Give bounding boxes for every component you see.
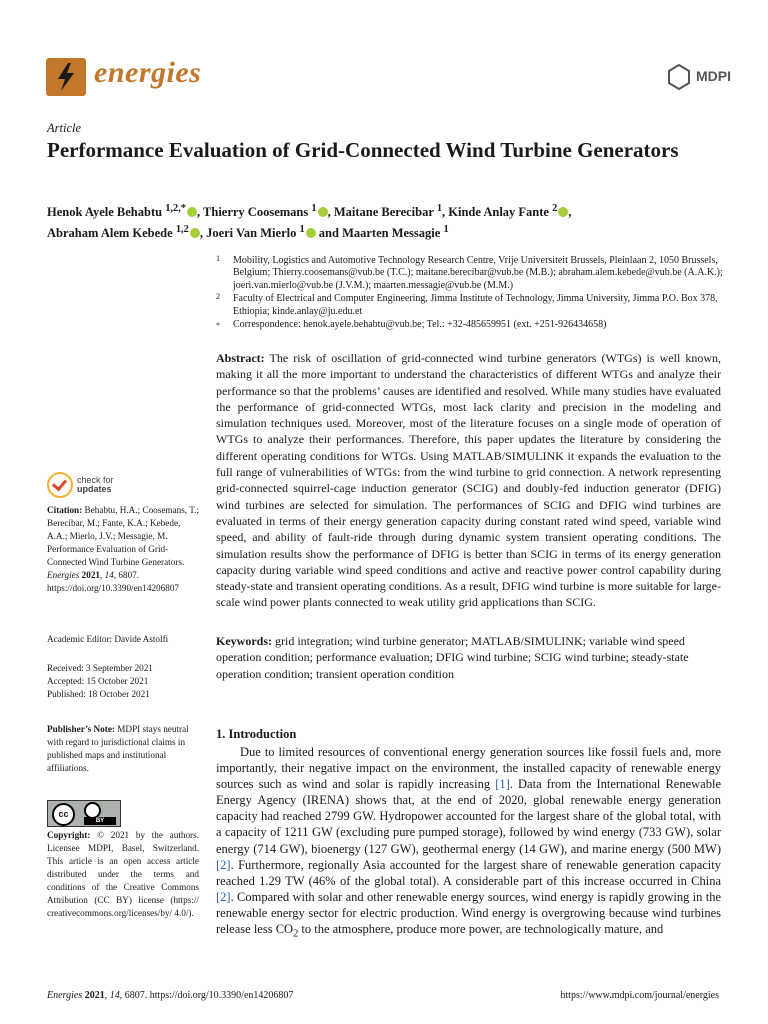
orcid-icon[interactable]	[318, 207, 328, 217]
authors	[47, 200, 727, 242]
published-date: Published: 18 October 2021	[47, 689, 150, 699]
footer-volume: 14	[109, 990, 120, 1001]
article-type: Article	[47, 121, 82, 135]
copyright	[47, 829, 199, 920]
orcid-icon[interactable]	[558, 207, 568, 217]
intro-text: . Compared with solar and other renewable energy sources, wind energy is rapidly growing in the renewable energy sector for electric production. Wind energy is overgrowing because wind turbines release less CO	[216, 889, 721, 937]
page-footer: Energies 2021, 14, 6807. https://doi.org/10.3390/en14206807 https://www.mdpi.com/journal/energies	[47, 990, 719, 1001]
footer-year: 2021	[84, 990, 105, 1001]
note-text: MDPI stays neutral with regard to jurisdictional claims in published maps and institutional affiliations.	[47, 724, 189, 773]
orcid-icon[interactable]	[306, 228, 316, 238]
citation: Citation: Behabtu, H.A.; Coosemans, T.; Berecibar, M.; Fante, K.A.; Kebede, A.A.; Mierlo, J.V.; Messagie, M. Performance Evaluation of Grid-Connected Wind Turbine Generators. Energies 2021, 14, 6807. https://doi.org/10.3390/en14206807	[47, 505, 200, 593]
section-heading-introduction: 1. Introduction	[216, 727, 297, 741]
copyright-label: Copyright:	[47, 830, 91, 840]
citation-ref-link[interactable]: [2]	[216, 857, 231, 872]
paper-title: Performance Evaluation of Grid-Connected Wind Turbine Generators	[47, 138, 679, 162]
keywords	[216, 633, 721, 682]
check-updates-label	[77, 476, 114, 494]
affiliations	[216, 255, 728, 331]
affiliation-1	[216, 255, 728, 292]
mdpi-hex-icon	[668, 64, 690, 90]
by-label: BY	[84, 817, 116, 825]
intro-text: to the atmosphere, produce more power, are technologically mature, and	[298, 922, 664, 937]
affiliation-text: Faculty of Electrical and Computer Engineering, Jimma Institute of Technology, Jimma University, Jimma P.O. Box 378, Ethiopia; kinde.anlay@ju.edu.et	[233, 293, 718, 317]
authors-line-1: Henok Ayele Behabtu $^{1,2,*}$ , Thierry Coosemans $^1$ , Maitane Berecibar $^1$, Kinde Anlay Fante $^2$ ,	[47, 203, 572, 220]
affiliation-2	[216, 293, 728, 318]
keywords-text: grid integration; wind turbine generator; MATLAB/SIMULINK; variable wind speed operation condition; performance evaluation; DFIG wind turbine; SCIG wind turbine; steady-state operation condition; transient operation condition	[216, 634, 689, 681]
mdpi-logo[interactable]	[668, 64, 731, 90]
affiliation-mark: *	[216, 321, 220, 331]
citation-year: 2021	[81, 570, 100, 580]
citation-label: Citation:	[47, 505, 83, 515]
footer-journal: Energies	[47, 990, 83, 1001]
academic-editor: Academic Editor: Davide Astolfi	[47, 634, 169, 644]
citation-volume: 14	[104, 570, 114, 580]
citation-ref-link[interactable]: [2]	[216, 889, 231, 904]
publisher-name: MDPI	[696, 67, 731, 84]
affiliation-mark: 2	[216, 292, 220, 302]
received-date: Received: 3 September 2021	[47, 663, 153, 673]
cc-icon: cc	[52, 803, 75, 826]
publishers-note	[47, 723, 199, 775]
abstract-label: Abstract:	[216, 351, 265, 365]
dates	[47, 662, 199, 701]
journal-name[interactable]: energies	[94, 56, 202, 89]
authors-line-2: Abraham Alem Kebede $^{1,2}$ , Joeri Van Mierlo $^1$ and Maarten Messagie $^1$	[47, 224, 449, 241]
abstract-text: The risk of oscillation of grid-connected wind turbine generators (WTGs) is well known, making it all the more important to understand the characteristics of different WTGs and analyze their performance so that the problems’ causes are identified and resolved. While many studies have evaluated the performance of grid-connected WTGs, most lack clarity and precision in the modeling and simulation techniques used. Moreover, most of the literature focuses on a single mode of operation of WTGs to analyze their performances. Therefore, this paper updates the literature by considering the different operating conditions for WTGs. Using MATLAB/SIMULINK it expands the evaluation to the full range of vulnerabilities of WTGs: from the wind turbine to grid connection. A network representing grid-connected squirrel-cage induction generator (SCIG) and doubly-fed induction generator (DFIG) wind turbines are selected for simulation. The performances of SCIG and DFIG wind turbines are evaluated in terms of their energy generation capacity during constant rated wind speed, variable wind speed, and ability of fault-ride through during dynamic system transient operating conditions. The simulation results show the performance of DFIG is better than SCIG in terms of its energy generation capacity during variable wind speed conditions and active and reactive power control capability during steady-state and transient operating conditions. As a result, DFIG wind turbine is more suitable for large-scale wind power plants connected to weak utility grid applications than SCIG.	[216, 351, 721, 610]
subscript: 2	[293, 928, 299, 940]
citation-doi-link[interactable]: , 6807. https://doi.org/10.3390/en14206807	[47, 570, 180, 593]
keywords-label: Keywords:	[216, 634, 272, 648]
note-label: Publisher’s Note:	[47, 724, 115, 734]
citation-text: Behabtu, H.A.; Coosemans, T.; Berecibar, M.; Fante, K.A.; Kebede, A.A.; Mierlo, J.V.; Messagie, M. Performance Evaluation of Grid-Connected Wind Turbine Generators.	[47, 505, 200, 567]
correspondence	[216, 319, 728, 331]
citation-journal: Energies	[47, 570, 80, 580]
affiliation-text: Correspondence: henok.ayele.behabtu@vub.be; Tel.: +32-485659951 (ext. +251-926434658)	[233, 319, 607, 331]
check-line-2: updates	[77, 484, 112, 494]
citation-ref-link[interactable]: [1]	[495, 777, 510, 792]
affiliation-text: Mobility, Logistics and Automotive Technology Research Centre, Vrije Universiteit Brussels, Pleinlaan 2, 1050 Brussels, Belgium; Thierry.coosemans@vub.be (T.C.); maitane.berecibar@vub.be (M.B.); abraham.alem.kebede@vub.be (A.A.K.); joeri.van.mierlo@vub.be (J.V.M.); maarten.messagie@vub.be (M.M.)	[233, 255, 723, 291]
footer-journal-url[interactable]: https://www.mdpi.com/journal/energies	[560, 990, 719, 1001]
check-updates-icon	[47, 472, 73, 498]
orcid-icon[interactable]	[187, 207, 197, 217]
check-for-updates-button[interactable]	[47, 472, 114, 498]
intro-text: . Furthermore, regionally Asia accounted for the largest share of renewable generation capacity reached 1.29 TW (46% of the global total). A considerable part of this increase occurred in China	[216, 857, 721, 888]
intro-text: Due to limited resources of conventional energy generation sources like fossil fuels and, more importantly, their negative impact on the environment, the installed capacity of renewable energy sources such as wind and solar is rapidly increasing	[216, 745, 721, 792]
check-line-1: check for	[77, 475, 114, 485]
journal-logo-icon	[46, 58, 86, 96]
accepted-date: Accepted: 15 October 2021	[47, 676, 149, 686]
cc-by-license-badge[interactable]	[47, 800, 121, 827]
abstract	[216, 350, 721, 611]
affiliation-mark: 1	[216, 254, 220, 263]
introduction-paragraph	[216, 744, 721, 943]
orcid-icon[interactable]	[190, 228, 200, 238]
footer-doi-link[interactable]: , 6807. https://doi.org/10.3390/en14206807	[119, 990, 294, 1001]
intro-text: . Data from the International Renewable Energy Agency (IRENA) shows that, at the end of 2020, global renewable energy generation capacity had reached 2799 GW. Hydropower accounted for the largest share of the global total, with a capacity of 1211 GW (excluding pure pumped storage), followed by wind energy (733 GW), solar energy (714 GW), bioenergy (127 GW), geothermal energy (14 GW), and marine energy (500 MW)	[216, 777, 721, 856]
copyright-text: © 2021 by the authors. Licensee MDPI, Basel, Switzerland. This article is an open access article distributed under the terms and conditions of the Creative Commons Attribution (CC BY) license (https:// creativecommons.org/licenses/by/ 4.0/).	[47, 830, 199, 918]
